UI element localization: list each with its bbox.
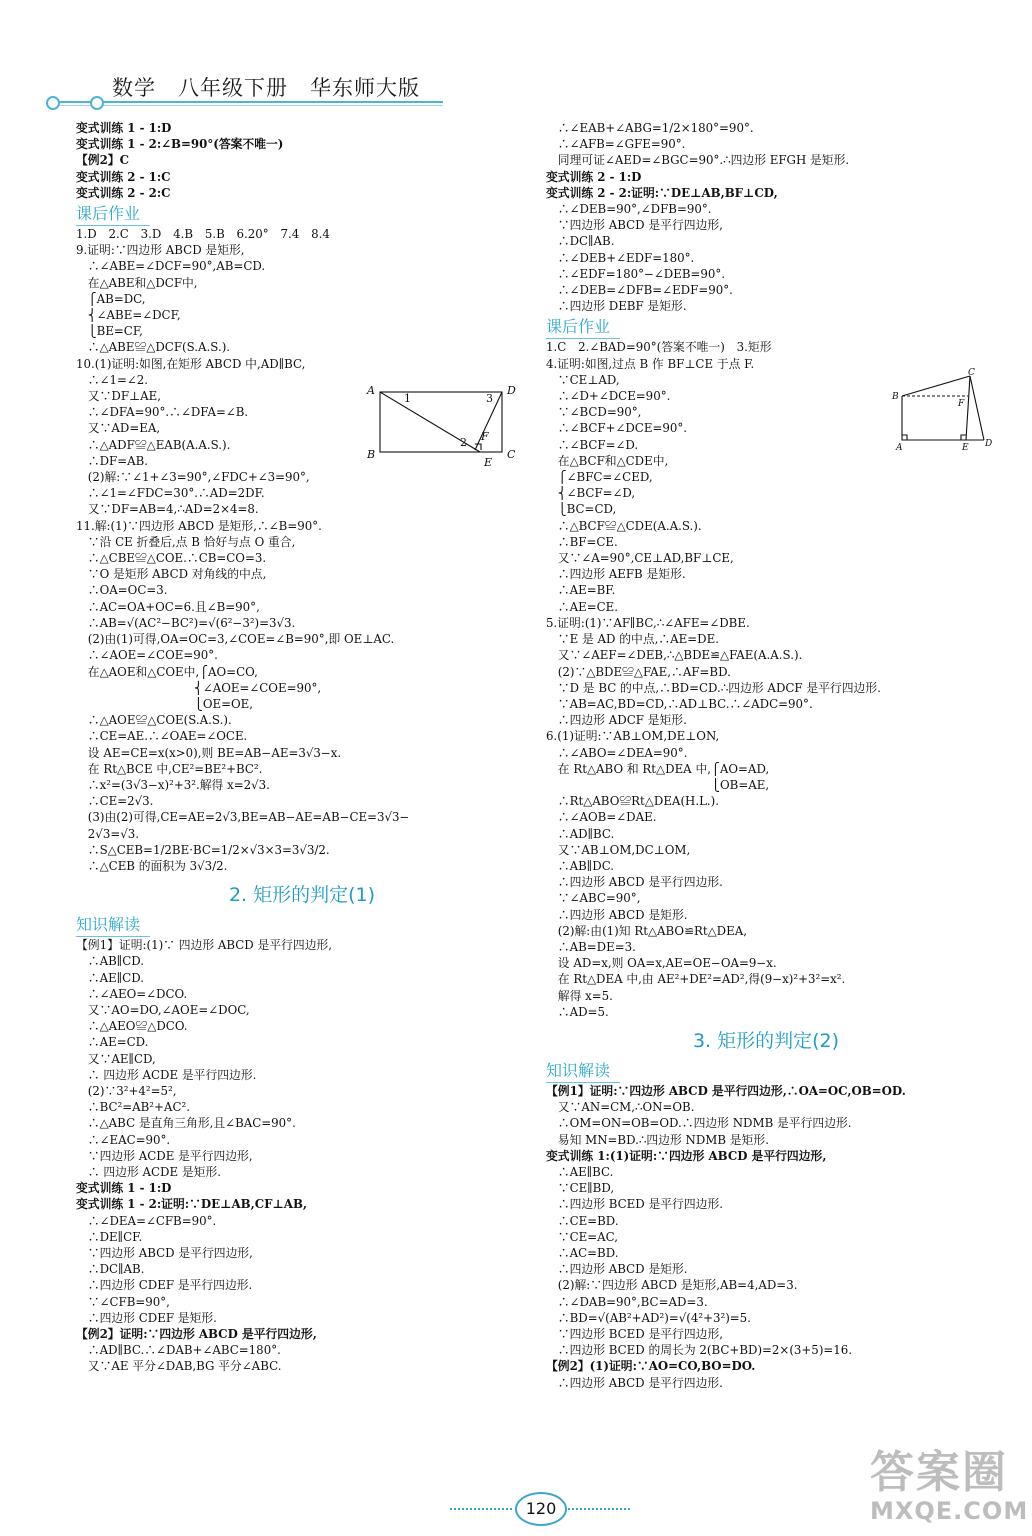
text-line: ∴四边形 DEBF 是矩形. [546,299,687,314]
text-line: ∴∠BCF+∠DCE=90°. [546,421,687,436]
text-line: ∴CE=2√3. [76,794,154,809]
left-block-2 [76,226,528,874]
text-line: ∴BF=CE. [546,534,618,549]
text-line: 4.证明:如图,过点 B 作 BF⊥CE 于点 F. [546,356,755,371]
text-line: 【例2】证明:∵四边形 ABCD 是平行四边形, [76,1327,317,1342]
text-line: ∴∠AEO=∠DCO. [76,986,188,1001]
text-line: ∵四边形 ABCD 是平行四边形, [76,1246,253,1260]
text-line: ∴DC∥AB. [76,1262,145,1277]
fig10-label-a: A [367,384,375,397]
text-line: ∴∠EAC=90°. [76,1132,171,1147]
fig10-label-1: 1 [404,392,411,405]
text-line: ∵CE⊥AD, [546,372,620,387]
text-line: ∴∠DEB+∠EDF=180°. [546,250,695,265]
watermark-logo [870,1447,1029,1528]
fig4-label-e: E [962,443,969,453]
text-line: ∴△CBE≌△COE.∴CB=CO=3. [76,551,267,566]
text-line: 1.C 2.∠BAD=90°(答案不唯一) 3.矩形 [546,340,772,355]
text-line: ∴AB∥CD. [76,954,145,969]
text-line: ∵沿 CE 折叠后,点 B 恰好与点 O 重合, [76,534,296,549]
fig4-right-angle-e [961,435,966,440]
text-line: ∴AC=OA+OC=6.且∠B=90°, [76,599,260,614]
text-line: 解得 x=5. [546,988,613,1003]
text-line: (2)∵△BDE≌△FAE,∴AF=BD. [546,664,731,679]
section-homework-left: 课后作业 [76,203,150,226]
text-line: (2)解:∵四边形 ABCD 是矩形,AB=4,AD=3. [546,1278,798,1293]
text-line: ∴AC=BD. [546,1246,619,1260]
footer-dots-left [450,1508,512,1510]
left-block-1 [76,120,528,201]
text-line: ∴∠D+∠DCE=90°. [546,389,671,404]
text-line: 变式训练 1 - 1:D [76,1181,172,1196]
fig10-label-c: C [507,448,516,461]
text-line: ∴AE∥BC. [546,1164,614,1179]
section-homework-right: 课后作业 [546,316,620,339]
text-line: 又∵AB⊥OM,DC⊥OM, [546,842,691,857]
text-line: (2)由(1)可得,OA=OC=3,∠COE=∠B=90°,即 OE⊥AC. [76,632,395,647]
text-line: ∴AE=CD. [76,1035,149,1050]
text-line: ∴∠ABO=∠DEA=90°. [546,745,688,760]
text-line: 又∵AN=CM,∴ON=OB. [546,1100,695,1115]
section-rect-judge-2: 3. 矩形的判定(2) [692,1029,840,1052]
watermark-line2: MXQE.COM [870,1497,1029,1525]
text-line: ∴∠DEB=∠DFB=∠EDF=90°. [546,283,733,298]
text-line: ⎩OE=OE, [76,696,254,711]
text-line: ∴∠ABE=∠DCF=90°,AB=CD. [76,259,266,274]
text-line: 变式训练 2 - 1:D [546,169,642,184]
section-rect-judge-1: 2. 矩形的判定(1) [228,884,376,907]
text-line: ∴∠BCF=∠D. [546,437,639,452]
text-line: ∴△AOE≌△COE(S.A.S.). [76,713,232,728]
text-line: ∴∠DFA=90°.∴∠DFA=∠B. [76,405,249,420]
text-line: 【例1】证明:(1)∵ 四边形 ABCD 是平行四边形, [76,938,333,953]
text-line: 变式训练 2 - 1:C [76,169,171,184]
figure-rectangle-abcd-q10 [362,378,522,468]
text-line: ∴ 四边形 ACDE 是平行四边形. [76,1067,257,1082]
text-line: ∴∠DEB=90°,∠DFB=90°. [546,202,712,217]
fig4-line-bc [902,376,970,396]
text-line: ∴AB∥DC. [546,858,615,873]
text-line: ∴四边形 CDEF 是矩形. [76,1310,217,1325]
text-line: ∴∠1=∠FDC=30°.∴AD=2DF. [76,486,265,501]
text-line: ∵∠ABC=90°, [546,891,641,906]
header-dot-left [46,96,60,110]
fig4-label-f: F [958,399,965,409]
header-title: 数学 八年级下册 华东师大版 [112,76,420,100]
text-line: 又∵DF=AB=4,∴AD=2×4=8. [76,502,259,517]
fig10-label-b: B [367,448,376,461]
left-block-3 [76,937,528,1374]
text-line: 在 Rt△DEA 中,由 AE²+DE²=AD²,得(9−x)²+3²=x². [546,972,846,987]
text-line: ⎩OB=AE, [546,777,770,792]
right-column [546,120,986,1391]
fig4-base [902,396,984,440]
left-column [76,120,528,1375]
text-line: 11.解:(1)∵四边形 ABCD 是矩形,∴∠B=90°. [76,518,322,533]
section-knowledge-right: 知识解读 [546,1060,620,1083]
text-line: 10.(1)证明:如图,在矩形 ABCD 中,AD∥BC, [76,356,306,371]
text-line: ∴∠EAB+∠ABG=1/2×180°=90°. [546,121,754,135]
text-line: ∴四边形 ABCD 是矩形. [546,1262,688,1277]
text-line: 又∵AE∥CD, [76,1051,156,1066]
text-line: ∴四边形 ABCD 是平行四边形. [546,1375,723,1390]
text-line: ∴∠1=∠2. [76,372,149,387]
section-knowledge-left: 知识解读 [76,914,150,937]
text-line: ∴四边形 ABCD 是平行四边形. [546,875,723,890]
text-line: ∴△ABE≌△DCF(S.A.S.). [76,340,231,355]
footer-dots-right [568,1508,630,1510]
text-line: 设 AE=CE=x(x>0),则 BE=AB−AE=3√3−x. [76,745,342,760]
fig4-label-c: C [968,368,975,378]
text-line: ∴AD=5. [546,1004,609,1019]
text-line: ∵∠CFB=90°, [76,1294,170,1309]
text-line: ∴x²=(3√3−x)²+3².解得 x=2√3. [76,777,270,792]
text-line: ∴四边形 BCED 是平行四边形. [546,1197,724,1212]
text-line: ∴△ADF≌△EAB(A.A.S.). [76,437,231,452]
text-line: ∴S△CEB=1/2BE·BC=1/2×√3×3=3√3/2. [76,842,330,857]
text-line: 变式训练 2 - 2:C [76,185,171,200]
figure-quadrilateral-q4 [888,366,998,456]
text-line: ∴△BCF≌△CDE(A.A.S.). [546,518,702,533]
fig10-rect [380,392,502,452]
text-line: 变式训练 1 - 2:证明:∵DE⊥AB,CF⊥AB, [76,1197,308,1212]
text-line: 在 Rt△BCE 中,CE²=BE²+BC². [76,761,263,776]
header-rule [48,101,443,103]
text-line: ∴△ABC 是直角三角形,且∠BAC=90°. [76,1116,296,1131]
text-line: ∴四边形 ADCF 是矩形. [546,713,687,728]
text-line: 变式训练 1 - 2:∠B=90°(答案不唯一) [76,137,284,152]
text-line: ∴AE∥CD. [76,970,144,985]
text-line: ⎧∠BFC=∠CED, [546,470,653,485]
text-line: ∵O 是矩形 ABCD 对角线的中点, [76,567,267,582]
text-line: ∴∠AFB=∠GFE=90°. [546,137,686,152]
right-block-3 [546,1083,986,1391]
text-line: ∴∠AOB=∠DAE. [546,810,657,825]
text-line: 又∵DF⊥AE, [76,389,162,404]
text-line: ⎨∠AOE=∠COE=90°, [76,680,322,695]
fig4-line-cd [970,376,984,440]
fig10-label-d: D [507,384,516,397]
text-line: 又∵AE 平分∠DAB,BG 平分∠ABC. [76,1359,282,1374]
text-line: 5.证明:(1)∵AF∥BC,∴∠AFE=∠DBE. [546,615,750,630]
text-line: ∴四边形 BCED 的周长为 2(BC+BD)=2×(3+5)=16. [546,1343,853,1358]
text-line: (3)由(2)可得,CE=AE=2√3,BE=AB−AE=AB−CE=3√3− [76,810,410,825]
header-dot-right [90,96,104,110]
text-line: ⎩BE=CF, [76,324,143,339]
text-line: 【例1】证明:∵四边形 ABCD 是平行四边形,∴OA=OC,OB=OD. [546,1083,906,1098]
text-line: ∴四边形 ABCD 是矩形. [546,907,688,922]
text-line: 又∵∠A=90°,CE⊥AD,BF⊥CE, [546,551,734,566]
text-line: 1.D 2.C 3.D 4.B 5.B 6.20° 7.4 8.4 [76,227,330,242]
text-line: ∵四边形 ACDE 是平行四边形, [76,1148,253,1163]
text-line: (2)解:∵∠1+∠3=90°,∠FDC+∠3=90°, [76,470,310,485]
fig4-right-angle-a [902,435,907,440]
text-line: ∴∠EDF=180°−∠DEB=90°. [546,266,726,281]
text-line: 变式训练 1 - 1:D [76,121,172,135]
text-line: ⎨∠ABE=∠DCF, [76,308,181,323]
fig4-line-ce [966,376,970,440]
text-line: ∴△AEO≌△DCO. [76,1019,188,1034]
text-line: ∵四边形 ABCD 是平行四边形, [546,218,723,233]
text-line: 9.证明:∵四边形 ABCD 是矩形, [76,243,245,258]
fig10-label-f: F [481,430,489,443]
text-line: ∵∠BCD=90°, [546,405,642,420]
text-line: 又∵AO=DO,∠AOE=∠DOC, [76,1002,250,1017]
text-line: 设 AD=x,则 OA=x,AE=OE−OA=9−x. [546,956,777,971]
fig10-label-2: 2 [460,436,467,449]
text-line: 在△AOE和△COE中,⎧AO=CO, [76,664,258,679]
text-line: ∴AE=CE. [546,599,618,614]
text-line: 【例2】C [76,153,129,168]
text-line: ⎩BC=CD, [546,502,617,517]
fig4-label-d: D [985,439,993,449]
fig4-label-a: A [896,443,903,453]
fig4-label-b: B [892,392,899,402]
text-line: ∴∠DEA=∠CFB=90°. [76,1213,217,1228]
text-line: ∴CE=AE.∴∠OAE=∠OCE. [76,729,248,744]
page-number: 120 [515,1492,567,1526]
text-line: ∴△CEB 的面积为 3√3/2. [76,858,228,873]
text-line: ∴四边形 AEFB 是矩形. [546,567,686,582]
text-line: 在△BCF和△CDE中, [546,453,669,468]
text-line: ∴CE=BD. [546,1213,619,1228]
text-line: ∴OM=ON=OB=OD.∴四边形 NDMB 是平行四边形. [546,1116,852,1131]
text-line: (2)解:由(1)知 Rt△ABO≌Rt△DEA, [546,923,748,938]
text-line: ∵D 是 BC 的中点,∴BD=CD.∴四边形 ADCF 是平行四边形. [546,680,881,695]
text-line: 又∵∠AEF=∠DEB,∴△BDE≌△FAE(A.A.S.). [546,648,803,663]
text-line: 2√3=√3. [76,826,139,841]
text-line: ∴DF=AB. [76,453,149,468]
text-line: 在 Rt△ABO 和 Rt△DEA 中,⎧AO=AD, [546,761,770,776]
text-line: ∴ 四边形 ACDE 是矩形. [76,1164,221,1179]
text-line: ⎧AB=DC, [76,291,146,306]
text-line: ∴AB=√(AC²−BC²)=√(6²−3²)=3√3. [76,615,296,630]
text-line: ∵AB=AC,BD=CD,∴AD⊥BC.∴∠ADC=90°. [546,696,813,711]
text-line: ∵E 是 AD 的中点,∴AE=DE. [546,632,720,647]
text-line: 易知 MN=BD.∴四边形 NDMB 是矩形. [546,1132,769,1147]
text-line: ∴∠AOE=∠COE=90°. [76,648,218,663]
text-line: ∴AD∥BC.∴∠DAB+∠ABC=180°. [76,1343,281,1358]
text-line: ∵CE∥BD, [546,1181,615,1196]
fig10-label-e: E [484,456,493,468]
text-line: 变式训练 1:(1)证明:∵四边形 ABCD 是平行四边形, [546,1148,827,1163]
text-line: ∴DE∥CF. [76,1229,143,1244]
text-line: (2)∵3²+4²=5², [76,1083,177,1098]
text-line: 在△ABE和△DCF中, [76,275,198,290]
text-line: ∴AD∥BC. [546,826,615,841]
right-block-1 [546,120,986,314]
text-line: ∴∠DAB=90°,BC=AD=3. [546,1294,708,1309]
text-line: 变式训练 2 - 2:证明:∵DE⊥AB,BF⊥CD, [546,185,778,200]
text-line: 6.(1)证明:∵AB⊥OM,DE⊥ON, [546,729,720,744]
text-line: 同理可证∠AED=∠BGC=90°.∴四边形 EFGH 是矩形. [546,153,850,168]
header-rule-thin [48,105,443,106]
text-line: ∴四边形 CDEF 是平行四边形. [76,1278,253,1293]
text-line: ∵四边形 BCED 是平行四边形, [546,1327,724,1342]
text-line: 【例2】(1)证明:∵AO=CO,BO=DO. [546,1359,756,1374]
text-line: ⎨∠BCF=∠D, [546,486,636,501]
fig10-label-3: 3 [486,392,493,405]
text-line: ∴AB=DE=3. [546,939,636,954]
text-line: ∴OA=OC=3. [76,583,168,598]
text-line: ∵CE=AC, [546,1229,618,1244]
watermark-line1: 答案圈 [870,1447,1008,1498]
text-line: ∴BC²=AB²+AC². [76,1100,190,1115]
text-line: ∴Rt△ABO≌Rt△DEA(H.L.). [546,794,720,809]
text-line: ∴AE=BF. [546,583,616,598]
text-line: 又∵AD=EA, [76,421,161,436]
text-line: ∴BD=√(AB²+AD²)=√(4²+3²)=5. [546,1310,751,1325]
text-line: ∴DC∥AB. [546,234,615,249]
page-number-footer [450,1492,630,1526]
